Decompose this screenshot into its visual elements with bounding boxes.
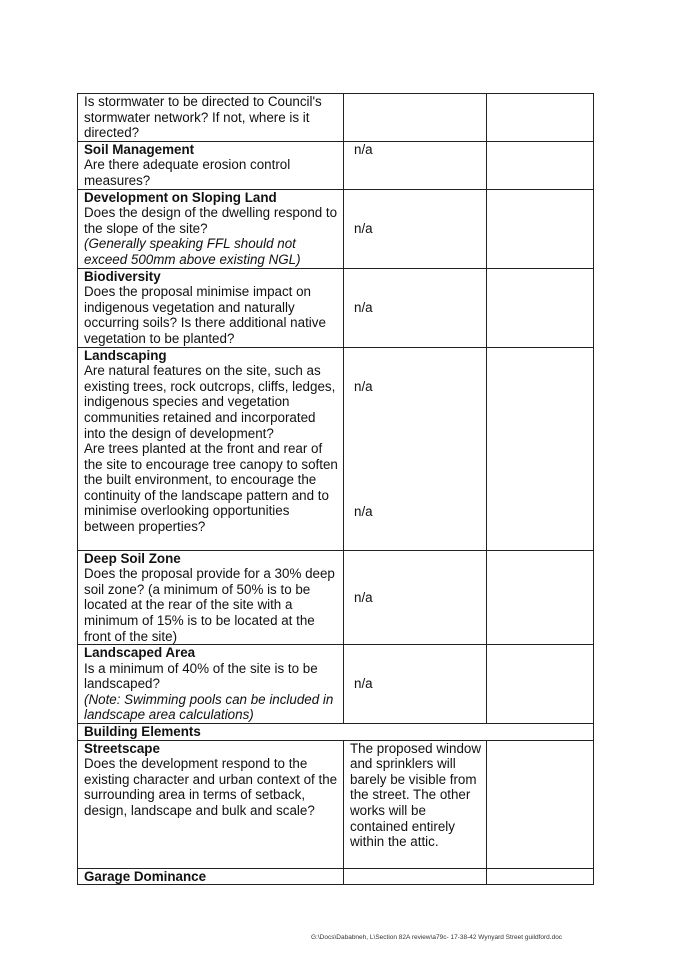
answer-cell (344, 94, 487, 142)
table-row (78, 94, 594, 142)
question-cell (78, 645, 344, 724)
question-cell (78, 868, 344, 885)
question-cell (78, 550, 344, 645)
table-row (78, 141, 594, 189)
table-row (78, 724, 594, 741)
answer-text: The proposed window and sprinklers will barely be visible from the street. The other works will be contained entirely within the attic. (350, 740, 482, 850)
section-heading: Landscaped Area (84, 645, 196, 661)
comment-cell (487, 550, 594, 645)
question-cell (78, 740, 344, 868)
question-text: Does the development respond to the existing character and urban context of the surrounding area in terms of setback, design, landscape and bulk and scale? (84, 756, 338, 819)
question-text: Is stormwater to be directed to Council's stormwater network? If not, where is it directed? (84, 94, 322, 141)
section-heading: Deep Soil Zone (84, 550, 181, 566)
comment-cell (487, 189, 594, 268)
answer-text: n/a (354, 504, 373, 520)
table-row (78, 740, 594, 868)
section-row-cell (78, 724, 594, 741)
table-row (78, 645, 594, 724)
answer-cell (344, 740, 487, 868)
comment-cell (487, 347, 594, 550)
table-row (78, 550, 594, 645)
answer-cell (344, 645, 487, 724)
question-text: Does the proposal provide for a 30% deep soil zone? (a minimum of 50% is to be located at the rear of the site with a minimum of 15% is to be located at the front of the site) (84, 566, 335, 644)
answer-text: n/a (354, 378, 373, 394)
question-cell (78, 347, 344, 550)
section-heading: Development on Sloping Land (84, 189, 277, 205)
comment-cell (487, 268, 594, 347)
answer-cell (344, 141, 487, 189)
answer-cell (344, 347, 487, 550)
comment-cell (487, 645, 594, 724)
question-cell (78, 94, 344, 142)
section-heading: Streetscape (84, 740, 160, 756)
comment-cell (487, 740, 594, 868)
answer-text: n/a (354, 676, 373, 692)
question-cell (78, 141, 344, 189)
assessment-table (77, 93, 594, 885)
table-row (78, 347, 594, 550)
section-heading: Building Elements (84, 724, 201, 740)
comment-cell (487, 868, 594, 885)
answer-text: n/a (354, 220, 373, 236)
note-text: (Generally speaking FFL should not exceed 500mm above existing NGL) (84, 236, 301, 267)
answer-text: n/a (354, 299, 373, 315)
answer-cell (344, 268, 487, 347)
question-text: Are there adequate erosion control measures? (84, 157, 291, 188)
note-text: (Note: Swimming pools can be included in landscape area calculations) (84, 691, 334, 723)
section-heading: Biodiversity (84, 268, 161, 284)
question-text: Are natural features on the site, such as existing trees, rock outcrops, cliffs, ledges, indigenous species and vegetation communities retained and incorporated into the design of development? (84, 363, 336, 441)
section-heading: Garage Dominance (84, 868, 207, 884)
comment-cell (487, 94, 594, 142)
question-text: Does the design of the dwelling respond to the slope of the site? (84, 205, 338, 236)
table-row (78, 189, 594, 268)
section-heading: Soil Management (84, 141, 195, 157)
question-text: Are trees planted at the front and rear of the site to encourage tree canopy to soften the built environment, to encourage the continuity of the landscape pattern and to minimise overlooking opportunities between properties? (84, 441, 338, 535)
question-text: Does the proposal minimise impact on indigenous vegetation and naturally occurring soils? Is there additional native vegetation to be planted? (84, 284, 326, 346)
section-heading: Landscaping (84, 347, 167, 363)
answer-text: n/a (354, 589, 373, 605)
comment-cell (487, 141, 594, 189)
answer-cell (344, 189, 487, 268)
answer-text: n/a (354, 141, 373, 157)
footer-file-path: G:\Docs\Dababneh, L\Section 82A review\a79c- 17-38-42 Wynyard Street guildford.doc (311, 934, 563, 941)
question-cell (78, 189, 344, 268)
question-text: Is a minimum of 40% of the site is to be landscaped? (84, 660, 318, 692)
answer-cell (344, 868, 487, 885)
question-cell (78, 268, 344, 347)
answer-cell (344, 550, 487, 645)
table-row (78, 868, 594, 885)
table-row (78, 268, 594, 347)
